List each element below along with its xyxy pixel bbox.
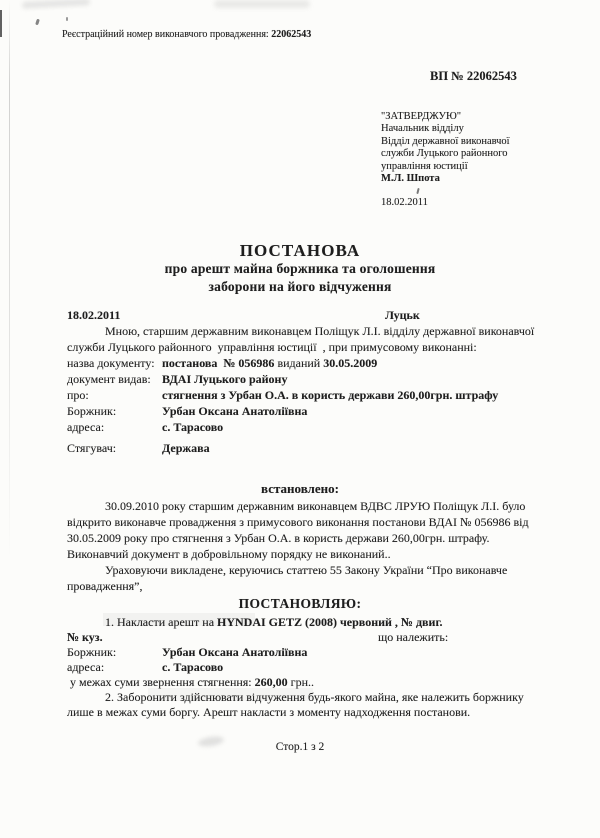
field-label: Стягувач: — [67, 441, 117, 455]
case-number: ВП № 22062543 — [430, 69, 517, 83]
sum-prefix: у межах суми звернення стягнення: — [67, 675, 255, 689]
resolution-debtor-row — [67, 644, 307, 660]
field-value: стягнення з Урбан О.А. в користь держави 260,00грн. штрафу — [162, 388, 499, 402]
field-row-claimant — [67, 440, 210, 456]
field-label: назва документу: — [67, 356, 155, 370]
established-paragraph-line: Ураховуючи викладене, керуючись статтею 55 Закону України “Про виконавче — [105, 563, 508, 577]
scan-smudge — [214, 0, 310, 8]
approval-position-line: управління юстиції — [381, 160, 468, 172]
scan-smudge — [22, 0, 90, 9]
field-label: адреса: — [67, 420, 105, 434]
resolution-item1-prefix: 1. Накласти арешт на — [105, 615, 218, 629]
pen-mark — [66, 17, 68, 21]
field-row-address — [67, 419, 223, 435]
dateline-city: Луцьк — [385, 308, 420, 322]
field-value: Держава — [162, 441, 210, 455]
field-row-doc-name — [67, 355, 377, 371]
field-value: с. Тарасово — [162, 660, 224, 674]
approval-date: 18.02.2011 — [381, 197, 428, 208]
registration-number-line — [62, 27, 311, 43]
established-paragraph-line: 30.05.2009 року про стягнення з Урбан О.А. в користь держави 260,00грн. штрафу. — [67, 531, 490, 545]
approval-signer-name: М.Л. Шпота — [381, 173, 440, 185]
resolution-address-row — [67, 659, 223, 675]
field-label: Боржник: — [67, 404, 117, 418]
page-footer: Стор.1 з 2 — [275, 741, 325, 753]
document-title: ПОСТАНОВА — [239, 241, 361, 260]
sum-value: 260,00 — [254, 675, 288, 689]
pen-mark — [416, 188, 419, 194]
resolution-sum-line — [67, 674, 314, 690]
intro-paragraph-line: служби Луцького районного управління юстиції , при примусовому виконанні: — [67, 340, 477, 354]
belongs-label: що належить: — [378, 630, 449, 644]
section-heading-established: встановлено: — [261, 481, 339, 496]
established-paragraph-line: 30.09.2010 року старшим державним виконавцем ВДВС ЛРУЮ Поліщук Л.І. було — [105, 499, 526, 513]
resolution-item1-line2 — [67, 629, 449, 645]
approval-position-line: служби Луцького районного — [381, 148, 508, 160]
field-value: виданий — [274, 356, 324, 370]
scan-edge-tick — [0, 10, 2, 37]
approval-position-line: Відділ державної виконавчої — [381, 135, 510, 147]
intro-paragraph-line: Мною, старшим державним виконавцем Поліщук Л.І. відділу державної виконавчої — [105, 324, 535, 338]
field-value: 30.05.2009 — [323, 356, 378, 370]
established-paragraph-line: відкрито виконавче провадження з примусового виконання постанови ВДАІ № 056986 від — [67, 515, 529, 529]
registration-label: Реєстраційний номер виконавчого провадження: — [62, 29, 272, 40]
field-label: про: — [67, 388, 89, 402]
field-value: Урбан Оксана Анатоліївна — [162, 645, 308, 659]
dateline — [67, 307, 560, 323]
dateline-date: 18.02.2011 — [67, 308, 121, 322]
field-value: постанова № 056986 — [162, 356, 275, 370]
registration-number: 22062543 — [271, 29, 312, 40]
field-row-subject — [67, 387, 498, 403]
established-paragraph-line: провадження”, — [67, 579, 143, 593]
field-label: документ видав: — [67, 372, 151, 386]
section-heading-resolution: ПОСТАНОВЛЯЮ: — [238, 596, 362, 611]
field-value: с. Тарасово — [162, 420, 224, 434]
document-title-block — [0, 241, 600, 296]
approval-quote: "ЗАТВЕРДЖУЮ" — [381, 111, 462, 122]
approval-position-line: Начальник відділу — [381, 123, 464, 135]
sum-suffix: грн.. — [287, 675, 314, 689]
resolution-item1-vehicle: HYNDAI GETZ (2008) червоний , № двиг. — [217, 615, 443, 629]
established-paragraph-line: Виконавчий документ в добровільному порядку не виконаний.. — [67, 547, 391, 561]
document-subtitle-line: про арешт майна боржника та оголошення — [164, 261, 436, 276]
resolution-item2-line: лише в межах суми боргу. Арешт накласти з моменту надходження постанови. — [67, 705, 471, 719]
approval-block — [381, 111, 510, 185]
field-row-debtor — [67, 403, 307, 419]
resolution-item2-line: 2. Заборонити здійснювати відчуження будь-якого майна, яке належить боржнику — [105, 690, 524, 704]
field-row-issuer — [67, 371, 287, 387]
field-label: Боржник: — [67, 645, 117, 659]
document-subtitle-line: заборони на його відчуження — [208, 279, 392, 294]
field-value: Урбан Оксана Анатоліївна — [162, 404, 308, 418]
body-number-label: № куз. — [67, 630, 103, 644]
pen-mark — [35, 19, 40, 26]
resolution-item1-line — [105, 614, 443, 630]
field-label: адреса: — [67, 660, 105, 674]
field-value: ВДАІ Луцького району — [162, 372, 288, 386]
